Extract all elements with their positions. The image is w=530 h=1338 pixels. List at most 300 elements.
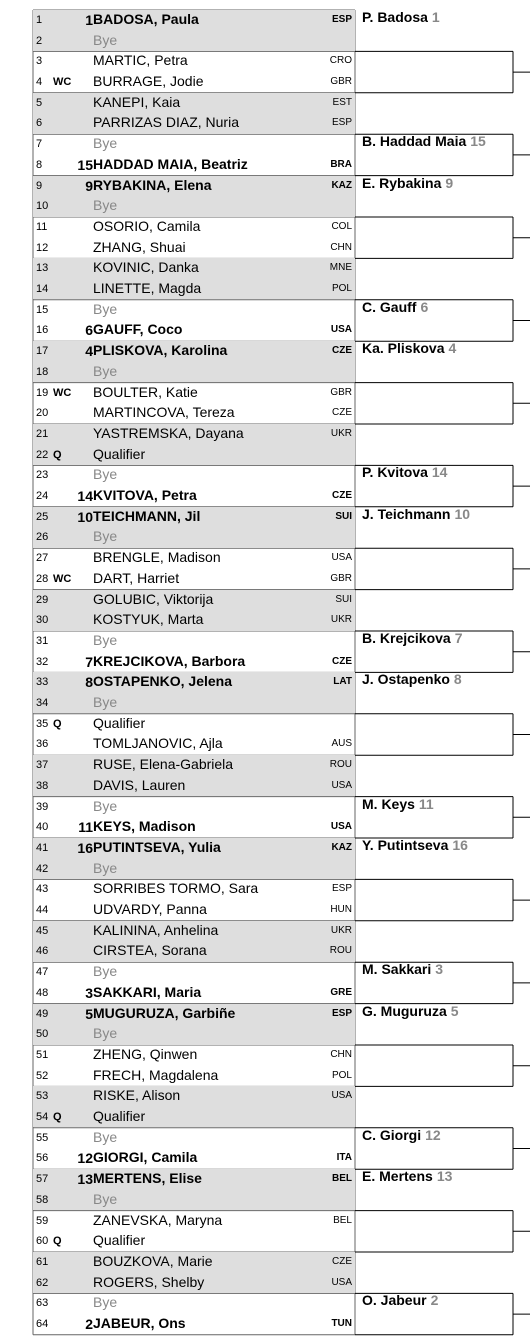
draw-position: 54 (36, 1111, 49, 1124)
match-group (33, 1004, 355, 1045)
player-name[interactable]: Bye (93, 1294, 118, 1311)
country-code: KAZ (331, 179, 352, 191)
round2-player[interactable] (362, 837, 468, 853)
round2-player[interactable] (362, 1168, 452, 1184)
match-group (33, 300, 355, 341)
player-name[interactable]: ZHANG, Shuai (93, 238, 186, 255)
round2-seed: 14 (431, 464, 448, 481)
player-name[interactable]: PLISKOVA, Karolina (93, 342, 228, 359)
player-name[interactable]: GOLUBIC, Viktorija (93, 590, 214, 607)
country-code: ESP (331, 1007, 352, 1019)
draw-position: 55 (36, 1131, 49, 1144)
player-name[interactable]: HADDAD MAIA, Beatriz (93, 155, 248, 172)
entry-status: WC (53, 386, 72, 399)
draw-position: 26 (36, 531, 49, 544)
draw-row (33, 51, 355, 71)
country-code: CZE (332, 1256, 352, 1267)
draw-position: 37 (36, 759, 49, 772)
player-name[interactable]: CIRSTEA, Sorana (93, 942, 207, 959)
draw-position: 22 (36, 448, 49, 461)
draw-row (33, 93, 355, 113)
match-group (33, 921, 355, 962)
draw-position: 25 (36, 510, 49, 523)
match-group (33, 590, 355, 631)
draw-position: 59 (36, 1214, 49, 1227)
country-code: BEL (332, 1173, 352, 1185)
player-name[interactable]: UDVARDY, Panna (93, 901, 207, 918)
player-name[interactable]: Bye (93, 694, 118, 711)
player-name[interactable]: PARRIZAS DIAZ, Nuria (93, 114, 239, 131)
player-name[interactable]: Bye (93, 466, 118, 483)
country-code: CZE (332, 345, 352, 357)
player-name[interactable]: TEICHMANN, Jil (93, 507, 201, 524)
country-code: ESP (331, 883, 352, 895)
draw-row (33, 569, 355, 589)
draw-position: 14 (36, 283, 49, 296)
draw-position: 23 (36, 469, 49, 482)
draw-row (33, 31, 355, 51)
draw-row (33, 1314, 355, 1334)
player-name[interactable]: Qualifier (93, 1232, 146, 1249)
country-code: POL (331, 1069, 352, 1081)
draw-row (33, 652, 355, 672)
player-name[interactable]: RYBAKINA, Elena (93, 176, 212, 193)
draw-row (33, 983, 355, 1003)
round2-seed: 9 (445, 174, 454, 191)
draw-position: 60 (36, 1235, 49, 1248)
round2-player[interactable] (362, 9, 440, 25)
round2-player-name: M. Keys (362, 795, 415, 812)
draw-position: 2 (36, 34, 43, 47)
country-code: ITA (336, 1152, 352, 1164)
player-name[interactable]: GAUFF, Coco (93, 321, 183, 338)
draw-row (33, 1211, 355, 1231)
match-group (33, 465, 355, 506)
seed-number: 16 (77, 840, 93, 856)
draw-row (33, 113, 355, 133)
country-code: TUN (331, 1318, 352, 1330)
player-name[interactable]: KVITOVA, Petra (93, 487, 197, 504)
draw-row (33, 155, 355, 175)
seed-number: 8 (85, 674, 93, 691)
player-name[interactable]: GIORGI, Camila (93, 1149, 198, 1166)
player-name[interactable]: OSTAPENKO, Jelena (93, 673, 233, 690)
draw-row (33, 755, 355, 775)
draw-row (33, 1107, 355, 1127)
player-name[interactable]: Bye (93, 797, 118, 814)
seed-number: 3 (85, 984, 93, 1001)
round2-player[interactable] (362, 175, 453, 191)
country-code: HUN (330, 904, 352, 916)
draw-row (33, 590, 355, 610)
country-code: ESP (331, 117, 352, 129)
draw-row (33, 900, 355, 920)
player-name[interactable]: Bye (93, 1190, 118, 1207)
country-code: AUS (331, 738, 352, 750)
player-name[interactable]: Qualifier (93, 1108, 146, 1125)
player-name[interactable]: KOVINIC, Danka (93, 259, 199, 276)
draw-position: 33 (36, 676, 49, 689)
draw-position: 30 (36, 614, 49, 627)
draw-row (33, 1293, 355, 1313)
player-name[interactable]: ROGERS, Shelby (93, 1273, 205, 1290)
draw-position: 15 (36, 303, 49, 316)
seed-number: 9 (85, 177, 93, 194)
draw-row (33, 507, 355, 527)
country-code: GBR (330, 76, 352, 88)
player-name[interactable]: ZHENG, Qinwen (93, 1046, 198, 1062)
seed-number: 7 (85, 653, 93, 670)
seed-number: 5 (85, 1005, 93, 1022)
draw-position: 45 (36, 924, 49, 937)
draw-row (33, 1231, 355, 1251)
country-code: POL (331, 283, 352, 295)
draw-position: 46 (36, 945, 49, 958)
match-group (33, 51, 355, 92)
round2-player[interactable] (362, 506, 470, 522)
seed-number: 4 (85, 343, 93, 360)
player-name[interactable]: MARTIC, Petra (93, 52, 188, 69)
draw-position: 16 (36, 324, 49, 337)
round2-seed: 12 (425, 1126, 441, 1143)
round2-seed: 6 (420, 298, 429, 315)
country-code: USA (330, 324, 352, 336)
player-name[interactable]: MARTINCOVA, Tereza (93, 404, 235, 421)
draw-position: 21 (36, 428, 49, 440)
country-code: UKR (330, 614, 352, 626)
draw-row (33, 1128, 355, 1148)
seed-number: 11 (78, 819, 93, 836)
player-name[interactable]: KREJCIKOVA, Barbora (93, 652, 246, 669)
player-name[interactable]: BOULTER, Katie (93, 383, 198, 400)
draw-position: 19 (36, 386, 49, 399)
country-code: USA (330, 821, 352, 833)
player-name[interactable]: Bye (93, 31, 118, 48)
country-code: CZE (332, 407, 352, 419)
draw-position: 11 (36, 221, 48, 233)
match-group (33, 962, 355, 1003)
draw-position: 41 (36, 842, 49, 854)
draw-position: 12 (36, 241, 49, 254)
entry-status: Q (53, 448, 62, 461)
round2-seed: 3 (435, 961, 444, 978)
match-group (33, 341, 355, 382)
draw-row (33, 383, 355, 403)
draw-row (33, 838, 355, 858)
draw-position: 38 (36, 779, 49, 792)
player-name[interactable]: Bye (93, 197, 118, 214)
country-code: BEL (333, 1214, 352, 1226)
match-group (33, 134, 355, 175)
player-name[interactable]: FRECH, Magdalena (93, 1066, 219, 1083)
round2-player[interactable] (362, 961, 443, 977)
draw-position: 17 (36, 345, 49, 358)
round2-player-name: P. Badosa (362, 9, 428, 25)
round2-seed: 11 (418, 795, 434, 812)
round2-seed: 13 (436, 1168, 453, 1185)
draw-row (33, 1169, 355, 1189)
round2-player[interactable] (362, 340, 456, 356)
round2-player[interactable] (362, 464, 447, 480)
match-group (33, 879, 355, 920)
draw-row (33, 320, 355, 340)
draw-row (33, 610, 355, 630)
draw-position: 20 (36, 407, 49, 420)
country-code: BRA (330, 158, 352, 170)
country-code: EST (332, 96, 352, 108)
draw-row (33, 672, 355, 692)
draw-row (33, 714, 355, 734)
round2-seed: 16 (452, 837, 468, 853)
round2-seed: 15 (470, 133, 486, 150)
player-name[interactable]: SORRIBES TORMO, Sara (93, 880, 259, 897)
round2-seed: 10 (454, 505, 471, 522)
match-group (33, 176, 355, 217)
player-name[interactable]: DAVIS, Lauren (93, 776, 186, 793)
player-name[interactable]: BOUZKOVA, Marie (93, 1253, 213, 1269)
round2-player-name: J. Teichmann (362, 505, 451, 522)
player-name[interactable]: Bye (93, 632, 118, 648)
draw-row (33, 631, 355, 651)
draw-position: 43 (36, 883, 49, 896)
player-name[interactable]: KEYS, Madison (93, 818, 196, 835)
player-name[interactable]: Bye (93, 135, 118, 152)
country-code: MNE (329, 262, 352, 274)
country-code: USA (331, 1276, 352, 1288)
draw-row (33, 176, 355, 196)
country-code: CZE (332, 490, 352, 502)
match-group (33, 797, 355, 838)
round2-player[interactable] (362, 1127, 441, 1143)
round2-player-name: C. Giorgi (362, 1126, 422, 1143)
draw-row (33, 1045, 355, 1065)
draw-position: 51 (36, 1049, 49, 1061)
draw-position: 36 (36, 738, 49, 751)
draw-position: 31 (36, 635, 49, 647)
player-name[interactable]: Bye (93, 1128, 118, 1145)
player-name[interactable]: BRENGLE, Madison (93, 549, 221, 566)
match-group (33, 1086, 355, 1127)
draw-row (33, 1148, 355, 1168)
round2-seed: 2 (430, 1292, 439, 1309)
draw-position: 62 (36, 1276, 49, 1289)
round2-player[interactable] (362, 1292, 438, 1308)
match-group (33, 1293, 355, 1334)
player-name[interactable]: YASTREMSKA, Dayana (93, 425, 244, 441)
seed-number: 6 (85, 322, 93, 339)
seed-number: 2 (85, 1316, 93, 1333)
draw-position: 44 (36, 904, 49, 917)
round2-player-name: G. Muguruza (362, 1002, 447, 1019)
draw-row (33, 921, 355, 941)
entry-status: WC (53, 76, 72, 89)
country-code: ROU (329, 945, 352, 957)
draw-position: 18 (36, 365, 49, 378)
draw-position: 8 (36, 158, 43, 171)
seed-number: 10 (77, 508, 93, 525)
draw-position: 7 (36, 138, 43, 151)
country-code: GBR (330, 386, 352, 398)
player-name[interactable]: DART, Harriet (93, 569, 180, 586)
round2-player[interactable] (362, 133, 486, 149)
match-group (33, 424, 355, 465)
round2-player[interactable] (362, 671, 462, 687)
draw-row (33, 1086, 355, 1106)
entry-status: Q (53, 717, 62, 730)
draw-position: 39 (36, 800, 49, 813)
match-group (33, 258, 355, 299)
draw-position: 34 (36, 697, 49, 710)
entry-status: Q (53, 1111, 62, 1124)
country-code: GBR (330, 572, 352, 584)
match-group (33, 507, 355, 548)
match-group (33, 631, 355, 672)
draw-position: 29 (36, 593, 49, 606)
round2-seed: 8 (453, 671, 462, 688)
country-code: CHN (330, 1049, 352, 1060)
entry-status: WC (53, 572, 72, 585)
match-group (33, 1169, 355, 1210)
draw-position: 61 (36, 1256, 49, 1268)
round2-player-name: P. Kvitova (362, 464, 428, 481)
player-name[interactable]: Qualifier (93, 714, 146, 731)
country-code: KAZ (331, 842, 352, 853)
round2-player[interactable] (362, 299, 428, 315)
round2-player-name: B. Krejcikova (362, 630, 451, 646)
round2-player-name: O. Jabeur (362, 1292, 427, 1309)
seed-number: 1 (85, 12, 93, 28)
round2-player-name: C. Gauff (362, 298, 417, 315)
round2-seed: 7 (454, 630, 463, 646)
round2-player[interactable] (362, 796, 434, 812)
round2-player-name: Y. Putintseva (362, 837, 449, 853)
player-name[interactable]: JABEUR, Ons (93, 1315, 186, 1332)
player-name[interactable]: KANEPI, Kaia (93, 93, 181, 110)
player-name[interactable]: PUTINTSEVA, Yulia (93, 839, 221, 855)
draw-position: 5 (36, 96, 43, 109)
draw-position: 56 (36, 1152, 49, 1165)
draw-row (33, 879, 355, 899)
draw-row (33, 548, 355, 568)
draw-position: 58 (36, 1193, 49, 1206)
player-name[interactable]: MUGURUZA, Garbiñe (93, 1004, 236, 1021)
draw-position: 57 (36, 1173, 49, 1186)
match-group (33, 714, 355, 755)
player-name[interactable]: KALININA, Anhelina (93, 921, 219, 938)
entry-status: Q (53, 1235, 62, 1248)
country-code: COL (331, 221, 352, 232)
match-group (33, 93, 355, 134)
draw-row (33, 527, 355, 547)
draw-position: 49 (36, 1007, 49, 1020)
country-code: SUI (335, 593, 352, 605)
round2-seed: 4 (448, 340, 457, 357)
match-group (33, 217, 355, 258)
player-name[interactable]: Bye (93, 1025, 118, 1042)
draw-row (33, 341, 355, 361)
player-name[interactable]: Bye (93, 963, 118, 980)
draw-position: 42 (36, 862, 49, 875)
country-code: CRO (329, 55, 352, 67)
seed-number: 12 (77, 1150, 93, 1167)
player-name[interactable]: BURRAGE, Jodie (93, 73, 204, 90)
player-name[interactable]: OSORIO, Camila (93, 218, 201, 234)
draw-position: 52 (36, 1069, 49, 1082)
country-code: UKR (330, 924, 352, 936)
match-group (33, 1128, 355, 1169)
match-group (33, 1252, 355, 1293)
player-name[interactable]: Qualifier (93, 445, 146, 462)
draw-row (33, 941, 355, 961)
round2-player-name: E. Mertens (362, 1168, 433, 1185)
player-name[interactable]: ZANEVSKA, Maryna (93, 1211, 223, 1228)
country-code: CHN (330, 241, 352, 253)
player-name[interactable]: Bye (93, 528, 118, 545)
draw-row (33, 486, 355, 506)
round2-seed: 1 (431, 9, 440, 25)
draw-position: 28 (36, 572, 49, 585)
draw-position: 3 (36, 55, 43, 68)
draw-row (33, 693, 355, 713)
round2-player-name: E. Rybakina (362, 174, 442, 191)
draw-row (33, 134, 355, 154)
country-code: ESP (331, 14, 352, 25)
draw-row (33, 859, 355, 879)
draw-row (33, 962, 355, 982)
player-name[interactable]: BADOSA, Paula (93, 11, 199, 27)
player-name[interactable]: LINETTE, Magda (93, 280, 202, 297)
draw-position: 63 (36, 1297, 49, 1310)
country-code: USA (331, 552, 352, 564)
round2-player-name: Ka. Pliskova (362, 340, 445, 357)
draw-row (33, 217, 355, 237)
player-name[interactable]: KOSTYUK, Marta (93, 611, 204, 628)
player-name[interactable]: TOMLJANOVIC, Ajla (93, 735, 223, 752)
seed-number: 13 (77, 1171, 93, 1188)
round2-player[interactable] (362, 1003, 459, 1019)
draw-row (33, 776, 355, 796)
player-name[interactable]: Bye (93, 859, 118, 876)
round2-player[interactable] (362, 630, 463, 646)
draw-row (33, 72, 355, 92)
draw-row (33, 1252, 355, 1272)
draw-row (33, 1004, 355, 1024)
player-name[interactable]: Bye (93, 362, 118, 379)
player-name[interactable]: Bye (93, 300, 118, 317)
match-group (33, 1211, 355, 1252)
player-name[interactable]: RISKE, Alison (93, 1087, 181, 1104)
draw-position: 9 (36, 179, 43, 192)
round2-seed: 5 (450, 1002, 459, 1019)
country-code: CZE (332, 655, 352, 667)
match-group (33, 548, 355, 589)
draw-row (33, 465, 355, 485)
player-name[interactable]: SAKKARI, Maria (93, 983, 202, 1000)
draw-row (33, 1190, 355, 1210)
seed-number: 14 (77, 488, 93, 505)
round2-player-name: M. Sakkari (362, 961, 432, 978)
player-name[interactable]: RUSE, Elena-Gabriela (93, 756, 234, 773)
match-group (33, 10, 355, 51)
draw-row (33, 362, 355, 382)
draw-position: 35 (36, 717, 49, 730)
country-code: USA (331, 1090, 352, 1102)
match-group (33, 383, 355, 424)
draw-row (33, 1024, 355, 1044)
draw-row (33, 424, 355, 444)
player-name[interactable]: MERTENS, Elise (93, 1170, 202, 1187)
draw-row (33, 734, 355, 754)
